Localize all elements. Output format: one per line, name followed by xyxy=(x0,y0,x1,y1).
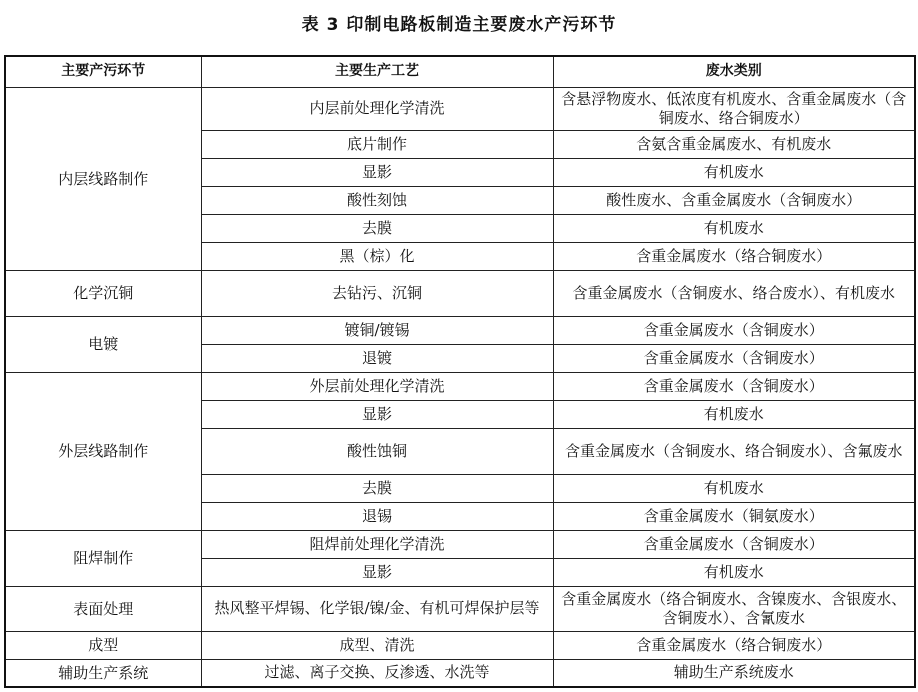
stage-cell: 电镀 xyxy=(5,316,201,372)
process-cell: 去膜 xyxy=(201,474,553,502)
table-row xyxy=(5,659,915,687)
stage-cell: 表面处理 xyxy=(5,586,201,631)
table-row xyxy=(5,270,915,316)
process-cell: 内层前处理化学清洗 xyxy=(201,87,553,130)
wastewater-cell: 含重金属废水（络合铜废水） xyxy=(553,631,915,659)
table-row xyxy=(5,631,915,659)
process-cell: 底片制作 xyxy=(201,130,553,158)
header-wastewater: 废水类别 xyxy=(553,56,915,87)
table-row xyxy=(5,586,915,631)
wastewater-cell: 含悬浮物废水、低浓度有机废水、含重金属废水（含铜废水、络合铜废水） xyxy=(553,87,915,130)
process-cell: 显影 xyxy=(201,400,553,428)
stage-cell: 化学沉铜 xyxy=(5,270,201,316)
process-cell: 显影 xyxy=(201,558,553,586)
wastewater-cell: 含重金属废水（含铜废水） xyxy=(553,372,915,400)
wastewater-cell: 有机废水 xyxy=(553,400,915,428)
header-stage: 主要产污环节 xyxy=(5,56,201,87)
table-title: 表 3 印制电路板制造主要废水产污环节 xyxy=(301,15,617,35)
process-cell: 去膜 xyxy=(201,214,553,242)
wastewater-cell: 有机废水 xyxy=(553,158,915,186)
wastewater-cell: 含重金属废水（含铜废水、络合废水）、有机废水 xyxy=(553,270,915,316)
wastewater-cell: 有机废水 xyxy=(553,214,915,242)
stage-cell: 外层线路制作 xyxy=(5,372,201,530)
process-cell: 酸性刻蚀 xyxy=(201,186,553,214)
wastewater-table xyxy=(4,55,916,688)
wastewater-cell: 含重金属废水（铜氨废水） xyxy=(553,502,915,530)
wastewater-cell: 含重金属废水（含铜废水） xyxy=(553,530,915,558)
table-row xyxy=(5,87,915,130)
wastewater-cell: 有机废水 xyxy=(553,558,915,586)
wastewater-cell: 辅助生产系统废水 xyxy=(553,659,915,687)
wastewater-cell: 含重金属废水（含铜废水） xyxy=(553,344,915,372)
wastewater-cell: 含重金属废水（络合铜废水、含镍废水、含银废水、含铜废水）、含氰废水 xyxy=(553,586,915,631)
process-cell: 退镀 xyxy=(201,344,553,372)
table-row xyxy=(5,316,915,344)
process-cell: 成型、清洗 xyxy=(201,631,553,659)
wastewater-cell: 含重金属废水（络合铜废水） xyxy=(553,242,915,270)
process-cell: 酸性蚀铜 xyxy=(201,428,553,474)
table-header-row xyxy=(5,56,915,87)
stage-cell: 阻焊制作 xyxy=(5,530,201,586)
process-cell: 退锡 xyxy=(201,502,553,530)
process-cell: 热风整平焊锡、化学银/镍/金、有机可焊保护层等 xyxy=(201,586,553,631)
process-cell: 阻焊前处理化学清洗 xyxy=(201,530,553,558)
table-row xyxy=(5,530,915,558)
wastewater-cell: 有机废水 xyxy=(553,474,915,502)
stage-cell: 辅助生产系统 xyxy=(5,659,201,687)
header-process: 主要生产工艺 xyxy=(201,56,553,87)
wastewater-cell: 酸性废水、含重金属废水（含铜废水） xyxy=(553,186,915,214)
process-cell: 过滤、离子交换、反渗透、水洗等 xyxy=(201,659,553,687)
wastewater-cell: 含氨含重金属废水、有机废水 xyxy=(553,130,915,158)
process-cell: 镀铜/镀锡 xyxy=(201,316,553,344)
process-cell: 去钻污、沉铜 xyxy=(201,270,553,316)
wastewater-cell: 含重金属废水（含铜废水） xyxy=(553,316,915,344)
table-row xyxy=(5,372,915,400)
stage-cell: 成型 xyxy=(5,631,201,659)
wastewater-cell: 含重金属废水（含铜废水、络合铜废水）、含氟废水 xyxy=(553,428,915,474)
process-cell: 外层前处理化学清洗 xyxy=(201,372,553,400)
stage-cell: 内层线路制作 xyxy=(5,87,201,270)
process-cell: 显影 xyxy=(201,158,553,186)
process-cell: 黑（棕）化 xyxy=(201,242,553,270)
